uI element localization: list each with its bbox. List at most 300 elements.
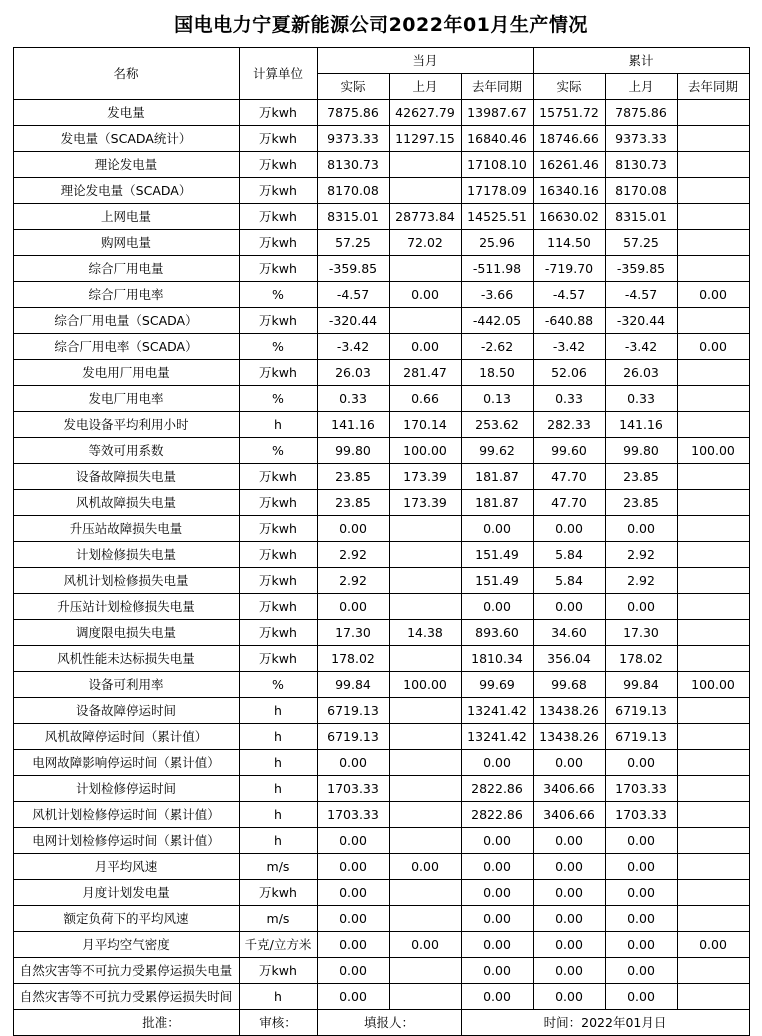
cell-month-actual: 0.00 — [317, 828, 389, 854]
cell-unit: % — [239, 672, 317, 698]
cell-month-last: 0.00 — [389, 282, 461, 308]
cell-unit: 万kwh — [239, 152, 317, 178]
cell-indicator-name: 调度限电损失电量 — [13, 620, 239, 646]
cell-month-actual: 8170.08 — [317, 178, 389, 204]
cell-month-actual: 6719.13 — [317, 724, 389, 750]
cell-month-last — [389, 178, 461, 204]
cell-unit: 万kwh — [239, 100, 317, 126]
cell-month-last: 170.14 — [389, 412, 461, 438]
cell-month-actual: 17.30 — [317, 620, 389, 646]
cell-cum-last: 0.33 — [605, 386, 677, 412]
cell-cum-last: 26.03 — [605, 360, 677, 386]
cell-cum-lastyear — [677, 230, 749, 256]
cell-month-lastyear: -3.66 — [461, 282, 533, 308]
cell-month-actual: 0.00 — [317, 516, 389, 542]
cell-cum-lastyear — [677, 984, 749, 1010]
header-name: 名称 — [13, 48, 239, 100]
cell-month-actual: 8130.73 — [317, 152, 389, 178]
header-month-last: 上月 — [389, 74, 461, 100]
cell-cum-lastyear — [677, 386, 749, 412]
table-row — [13, 152, 749, 178]
cell-cum-lastyear — [677, 308, 749, 334]
cell-indicator-name: 月平均空气密度 — [13, 932, 239, 958]
header-cumulative: 累计 — [533, 48, 749, 74]
cell-cum-lastyear: 0.00 — [677, 334, 749, 360]
cell-cum-last: 7875.86 — [605, 100, 677, 126]
cell-cum-actual: -3.42 — [533, 334, 605, 360]
footer-row — [13, 1010, 749, 1036]
cell-unit: h — [239, 724, 317, 750]
cell-unit: 万kwh — [239, 230, 317, 256]
cell-month-lastyear: 99.69 — [461, 672, 533, 698]
cell-cum-actual: 356.04 — [533, 646, 605, 672]
cell-month-actual: -359.85 — [317, 256, 389, 282]
cell-month-actual: 26.03 — [317, 360, 389, 386]
cell-unit: 万kwh — [239, 620, 317, 646]
cell-month-last: 100.00 — [389, 438, 461, 464]
cell-indicator-name: 综合厂用电量（SCADA） — [13, 308, 239, 334]
cell-unit: % — [239, 386, 317, 412]
header-cum-actual: 实际 — [533, 74, 605, 100]
table-row — [13, 776, 749, 802]
cell-cum-last: -359.85 — [605, 256, 677, 282]
cell-cum-last: 0.00 — [605, 516, 677, 542]
cell-month-last — [389, 984, 461, 1010]
cell-indicator-name: 上网电量 — [13, 204, 239, 230]
cell-month-lastyear: 181.87 — [461, 464, 533, 490]
table-row — [13, 516, 749, 542]
table-row — [13, 386, 749, 412]
cell-month-lastyear: -511.98 — [461, 256, 533, 282]
cell-month-last — [389, 542, 461, 568]
cell-cum-lastyear — [677, 724, 749, 750]
cell-indicator-name: 电网计划检修停运时间（累计值） — [13, 828, 239, 854]
footer-auditor: 审核： — [239, 1010, 317, 1036]
table-header — [13, 48, 749, 100]
cell-cum-last: 6719.13 — [605, 724, 677, 750]
cell-unit: h — [239, 828, 317, 854]
cell-month-last — [389, 906, 461, 932]
cell-month-last — [389, 516, 461, 542]
footer-approver: 批准： — [13, 1010, 239, 1036]
cell-cum-lastyear — [677, 594, 749, 620]
cell-month-lastyear: 0.00 — [461, 828, 533, 854]
cell-month-last — [389, 828, 461, 854]
cell-cum-lastyear — [677, 646, 749, 672]
cell-month-lastyear: 13241.42 — [461, 698, 533, 724]
cell-indicator-name: 综合厂用电率（SCADA） — [13, 334, 239, 360]
cell-unit: h — [239, 412, 317, 438]
cell-cum-last: 0.00 — [605, 880, 677, 906]
table-header-row-groups — [13, 48, 749, 74]
cell-cum-lastyear — [677, 490, 749, 516]
table-footer — [13, 1010, 749, 1036]
cell-cum-actual: 34.60 — [533, 620, 605, 646]
cell-month-lastyear: 13987.67 — [461, 100, 533, 126]
cell-cum-lastyear — [677, 178, 749, 204]
cell-unit: 万kwh — [239, 256, 317, 282]
cell-cum-lastyear — [677, 100, 749, 126]
cell-month-last: 0.00 — [389, 334, 461, 360]
cell-unit: 万kwh — [239, 126, 317, 152]
cell-cum-lastyear — [677, 802, 749, 828]
cell-cum-actual: -4.57 — [533, 282, 605, 308]
cell-unit: h — [239, 984, 317, 1010]
cell-month-last — [389, 308, 461, 334]
cell-month-lastyear: 181.87 — [461, 490, 533, 516]
table-row — [13, 178, 749, 204]
header-current-month: 当月 — [317, 48, 533, 74]
table-row — [13, 724, 749, 750]
cell-cum-lastyear — [677, 152, 749, 178]
cell-month-lastyear: 0.00 — [461, 984, 533, 1010]
cell-indicator-name: 发电量（SCADA统计） — [13, 126, 239, 152]
cell-month-last — [389, 256, 461, 282]
cell-indicator-name: 风机计划检修损失电量 — [13, 568, 239, 594]
cell-cum-lastyear — [677, 568, 749, 594]
cell-month-last: 11297.15 — [389, 126, 461, 152]
table-row — [13, 594, 749, 620]
table-row — [13, 542, 749, 568]
cell-cum-lastyear — [677, 464, 749, 490]
cell-cum-last: 8315.01 — [605, 204, 677, 230]
cell-cum-actual: 99.68 — [533, 672, 605, 698]
cell-month-last: 0.66 — [389, 386, 461, 412]
cell-cum-lastyear — [677, 412, 749, 438]
table-row — [13, 828, 749, 854]
cell-month-last: 281.47 — [389, 360, 461, 386]
cell-cum-actual: -640.88 — [533, 308, 605, 334]
cell-unit: 万kwh — [239, 360, 317, 386]
cell-unit: 万kwh — [239, 594, 317, 620]
cell-cum-last: 1703.33 — [605, 776, 677, 802]
cell-cum-last: 0.00 — [605, 594, 677, 620]
table-row — [13, 490, 749, 516]
cell-unit: h — [239, 698, 317, 724]
cell-month-lastyear: 893.60 — [461, 620, 533, 646]
cell-month-last — [389, 802, 461, 828]
cell-cum-last: 0.00 — [605, 984, 677, 1010]
cell-month-last: 28773.84 — [389, 204, 461, 230]
cell-month-last: 14.38 — [389, 620, 461, 646]
cell-cum-lastyear — [677, 906, 749, 932]
cell-indicator-name: 月度计划发电量 — [13, 880, 239, 906]
cell-month-lastyear: 17178.09 — [461, 178, 533, 204]
cell-cum-lastyear — [677, 828, 749, 854]
table-row — [13, 906, 749, 932]
cell-month-last — [389, 568, 461, 594]
table-row — [13, 230, 749, 256]
cell-cum-last: 23.85 — [605, 490, 677, 516]
cell-cum-last: 6719.13 — [605, 698, 677, 724]
cell-month-actual: 0.00 — [317, 750, 389, 776]
table-row — [13, 932, 749, 958]
cell-cum-actual: 16261.46 — [533, 152, 605, 178]
cell-cum-lastyear: 0.00 — [677, 282, 749, 308]
cell-indicator-name: 风机性能未达标损失电量 — [13, 646, 239, 672]
cell-month-actual: 0.00 — [317, 854, 389, 880]
cell-unit: 万kwh — [239, 568, 317, 594]
cell-cum-last: 178.02 — [605, 646, 677, 672]
table-row — [13, 334, 749, 360]
cell-month-lastyear: -2.62 — [461, 334, 533, 360]
cell-cum-lastyear — [677, 256, 749, 282]
cell-month-lastyear: 13241.42 — [461, 724, 533, 750]
cell-cum-actual: 16340.16 — [533, 178, 605, 204]
cell-cum-last: 0.00 — [605, 958, 677, 984]
table-row — [13, 750, 749, 776]
cell-month-lastyear: 0.00 — [461, 880, 533, 906]
cell-cum-actual: 13438.26 — [533, 724, 605, 750]
cell-cum-actual: 0.00 — [533, 828, 605, 854]
cell-cum-actual: 5.84 — [533, 568, 605, 594]
cell-cum-lastyear — [677, 204, 749, 230]
cell-cum-actual: 13438.26 — [533, 698, 605, 724]
cell-month-lastyear: 253.62 — [461, 412, 533, 438]
cell-month-last: 173.39 — [389, 464, 461, 490]
cell-cum-lastyear — [677, 854, 749, 880]
cell-unit: h — [239, 802, 317, 828]
cell-month-last — [389, 776, 461, 802]
table-row — [13, 126, 749, 152]
cell-cum-actual: 0.00 — [533, 906, 605, 932]
table-row — [13, 984, 749, 1010]
cell-cum-actual: 47.70 — [533, 490, 605, 516]
cell-cum-last: 9373.33 — [605, 126, 677, 152]
cell-indicator-name: 发电设备平均利用小时 — [13, 412, 239, 438]
cell-indicator-name: 综合厂用电率 — [13, 282, 239, 308]
cell-cum-actual: 114.50 — [533, 230, 605, 256]
cell-cum-actual: 18746.66 — [533, 126, 605, 152]
cell-month-lastyear: 0.00 — [461, 906, 533, 932]
cell-cum-last: 23.85 — [605, 464, 677, 490]
cell-cum-lastyear: 0.00 — [677, 932, 749, 958]
cell-indicator-name: 购网电量 — [13, 230, 239, 256]
cell-month-actual: 178.02 — [317, 646, 389, 672]
cell-unit: 万kwh — [239, 490, 317, 516]
cell-month-lastyear: 0.00 — [461, 854, 533, 880]
cell-indicator-name: 设备可利用率 — [13, 672, 239, 698]
table-row — [13, 568, 749, 594]
cell-cum-actual: 0.00 — [533, 984, 605, 1010]
cell-indicator-name: 风机故障停运时间（累计值） — [13, 724, 239, 750]
table-row — [13, 880, 749, 906]
cell-unit: m/s — [239, 906, 317, 932]
cell-month-actual: 141.16 — [317, 412, 389, 438]
cell-month-last — [389, 958, 461, 984]
cell-month-actual: 23.85 — [317, 490, 389, 516]
cell-unit: 万kwh — [239, 958, 317, 984]
cell-indicator-name: 计划检修停运时间 — [13, 776, 239, 802]
cell-cum-lastyear — [677, 750, 749, 776]
cell-month-lastyear: 151.49 — [461, 542, 533, 568]
cell-indicator-name: 计划检修损失电量 — [13, 542, 239, 568]
cell-unit: 万kwh — [239, 464, 317, 490]
cell-cum-actual: 0.00 — [533, 516, 605, 542]
cell-cum-last: 8170.08 — [605, 178, 677, 204]
cell-cum-last: -3.42 — [605, 334, 677, 360]
cell-month-last — [389, 724, 461, 750]
cell-unit: 万kwh — [239, 178, 317, 204]
header-cum-last: 上月 — [605, 74, 677, 100]
cell-month-lastyear: 18.50 — [461, 360, 533, 386]
cell-unit: 万kwh — [239, 646, 317, 672]
cell-indicator-name: 电网故障影响停运时间（累计值） — [13, 750, 239, 776]
cell-month-lastyear: 99.62 — [461, 438, 533, 464]
cell-indicator-name: 升压站计划检修损失电量 — [13, 594, 239, 620]
table-row — [13, 958, 749, 984]
cell-month-last: 173.39 — [389, 490, 461, 516]
cell-indicator-name: 等效可用系数 — [13, 438, 239, 464]
footer-date: 时间：2022年01月日 — [461, 1010, 749, 1036]
cell-cum-last: 99.84 — [605, 672, 677, 698]
cell-month-last — [389, 152, 461, 178]
cell-cum-lastyear: 100.00 — [677, 438, 749, 464]
cell-cum-actual: 0.00 — [533, 932, 605, 958]
header-month-actual: 实际 — [317, 74, 389, 100]
cell-cum-lastyear — [677, 360, 749, 386]
cell-month-actual: 0.33 — [317, 386, 389, 412]
cell-month-last — [389, 880, 461, 906]
cell-unit: % — [239, 438, 317, 464]
cell-cum-last: 0.00 — [605, 750, 677, 776]
cell-month-lastyear: 16840.46 — [461, 126, 533, 152]
cell-cum-actual: 47.70 — [533, 464, 605, 490]
cell-cum-actual: 0.00 — [533, 854, 605, 880]
table-row — [13, 802, 749, 828]
cell-unit: 万kwh — [239, 516, 317, 542]
cell-month-actual: 0.00 — [317, 880, 389, 906]
header-unit: 计算单位 — [239, 48, 317, 100]
cell-month-last: 100.00 — [389, 672, 461, 698]
cell-month-lastyear: 151.49 — [461, 568, 533, 594]
cell-indicator-name: 理论发电量 — [13, 152, 239, 178]
cell-cum-lastyear — [677, 542, 749, 568]
cell-cum-actual: 15751.72 — [533, 100, 605, 126]
cell-cum-actual: -719.70 — [533, 256, 605, 282]
cell-month-lastyear: 0.00 — [461, 932, 533, 958]
cell-month-actual: -4.57 — [317, 282, 389, 308]
cell-cum-actual: 282.33 — [533, 412, 605, 438]
cell-indicator-name: 月平均风速 — [13, 854, 239, 880]
table-row — [13, 438, 749, 464]
cell-indicator-name: 风机故障损失电量 — [13, 490, 239, 516]
cell-month-last — [389, 594, 461, 620]
cell-indicator-name: 设备故障损失电量 — [13, 464, 239, 490]
cell-cum-last: 2.92 — [605, 568, 677, 594]
cell-month-actual: 9373.33 — [317, 126, 389, 152]
cell-month-last: 42627.79 — [389, 100, 461, 126]
cell-unit: m/s — [239, 854, 317, 880]
table-row — [13, 308, 749, 334]
cell-cum-lastyear — [677, 698, 749, 724]
cell-cum-last: 0.00 — [605, 932, 677, 958]
cell-month-actual: 99.84 — [317, 672, 389, 698]
header-cum-lastyear: 去年同期 — [677, 74, 749, 100]
cell-cum-last: 8130.73 — [605, 152, 677, 178]
cell-cum-last: 141.16 — [605, 412, 677, 438]
table-row — [13, 620, 749, 646]
cell-month-lastyear: 0.13 — [461, 386, 533, 412]
cell-cum-actual: 16630.02 — [533, 204, 605, 230]
cell-indicator-name: 设备故障停运时间 — [13, 698, 239, 724]
cell-cum-last: 0.00 — [605, 906, 677, 932]
cell-unit: 万kwh — [239, 308, 317, 334]
cell-cum-last: 0.00 — [605, 854, 677, 880]
cell-indicator-name: 发电厂用电率 — [13, 386, 239, 412]
table-row — [13, 646, 749, 672]
cell-indicator-name: 升压站故障损失电量 — [13, 516, 239, 542]
production-report-table — [13, 47, 750, 1036]
cell-cum-last: 1703.33 — [605, 802, 677, 828]
table-body — [13, 100, 749, 1010]
header-month-lastyear: 去年同期 — [461, 74, 533, 100]
cell-month-actual: 1703.33 — [317, 776, 389, 802]
cell-cum-lastyear: 100.00 — [677, 672, 749, 698]
cell-cum-actual: 99.60 — [533, 438, 605, 464]
cell-cum-last: 99.80 — [605, 438, 677, 464]
cell-unit: 万kwh — [239, 204, 317, 230]
cell-month-actual: 99.80 — [317, 438, 389, 464]
cell-cum-lastyear — [677, 880, 749, 906]
cell-cum-last: -320.44 — [605, 308, 677, 334]
table-row — [13, 360, 749, 386]
cell-month-actual: 0.00 — [317, 906, 389, 932]
table-row — [13, 204, 749, 230]
cell-cum-actual: 0.00 — [533, 594, 605, 620]
cell-indicator-name: 发电用厂用电量 — [13, 360, 239, 386]
cell-indicator-name: 额定负荷下的平均风速 — [13, 906, 239, 932]
cell-month-actual: 2.92 — [317, 568, 389, 594]
cell-month-lastyear: -442.05 — [461, 308, 533, 334]
cell-cum-lastyear — [677, 958, 749, 984]
cell-month-last — [389, 646, 461, 672]
cell-month-lastyear: 2822.86 — [461, 802, 533, 828]
cell-indicator-name: 发电量 — [13, 100, 239, 126]
cell-month-lastyear: 0.00 — [461, 516, 533, 542]
cell-month-last — [389, 750, 461, 776]
table-row — [13, 412, 749, 438]
cell-unit: h — [239, 776, 317, 802]
cell-month-lastyear: 25.96 — [461, 230, 533, 256]
cell-month-actual: 0.00 — [317, 984, 389, 1010]
cell-unit: % — [239, 282, 317, 308]
cell-month-lastyear: 1810.34 — [461, 646, 533, 672]
cell-unit: % — [239, 334, 317, 360]
cell-month-actual: 0.00 — [317, 958, 389, 984]
cell-cum-last: 0.00 — [605, 828, 677, 854]
cell-cum-actual: 0.00 — [533, 958, 605, 984]
cell-month-actual: 2.92 — [317, 542, 389, 568]
cell-cum-last: 57.25 — [605, 230, 677, 256]
cell-month-lastyear: 0.00 — [461, 750, 533, 776]
table-row — [13, 464, 749, 490]
cell-cum-lastyear — [677, 776, 749, 802]
cell-cum-lastyear — [677, 620, 749, 646]
cell-cum-actual: 5.84 — [533, 542, 605, 568]
cell-month-actual: 7875.86 — [317, 100, 389, 126]
page-title: 国电电力宁夏新能源公司2022年01月生产情况 — [174, 14, 588, 36]
cell-month-lastyear: 2822.86 — [461, 776, 533, 802]
cell-cum-actual: 0.33 — [533, 386, 605, 412]
cell-cum-lastyear — [677, 516, 749, 542]
cell-month-last: 0.00 — [389, 932, 461, 958]
cell-cum-lastyear — [677, 126, 749, 152]
table-row — [13, 100, 749, 126]
table-row — [13, 854, 749, 880]
cell-month-actual: 23.85 — [317, 464, 389, 490]
cell-month-last — [389, 698, 461, 724]
